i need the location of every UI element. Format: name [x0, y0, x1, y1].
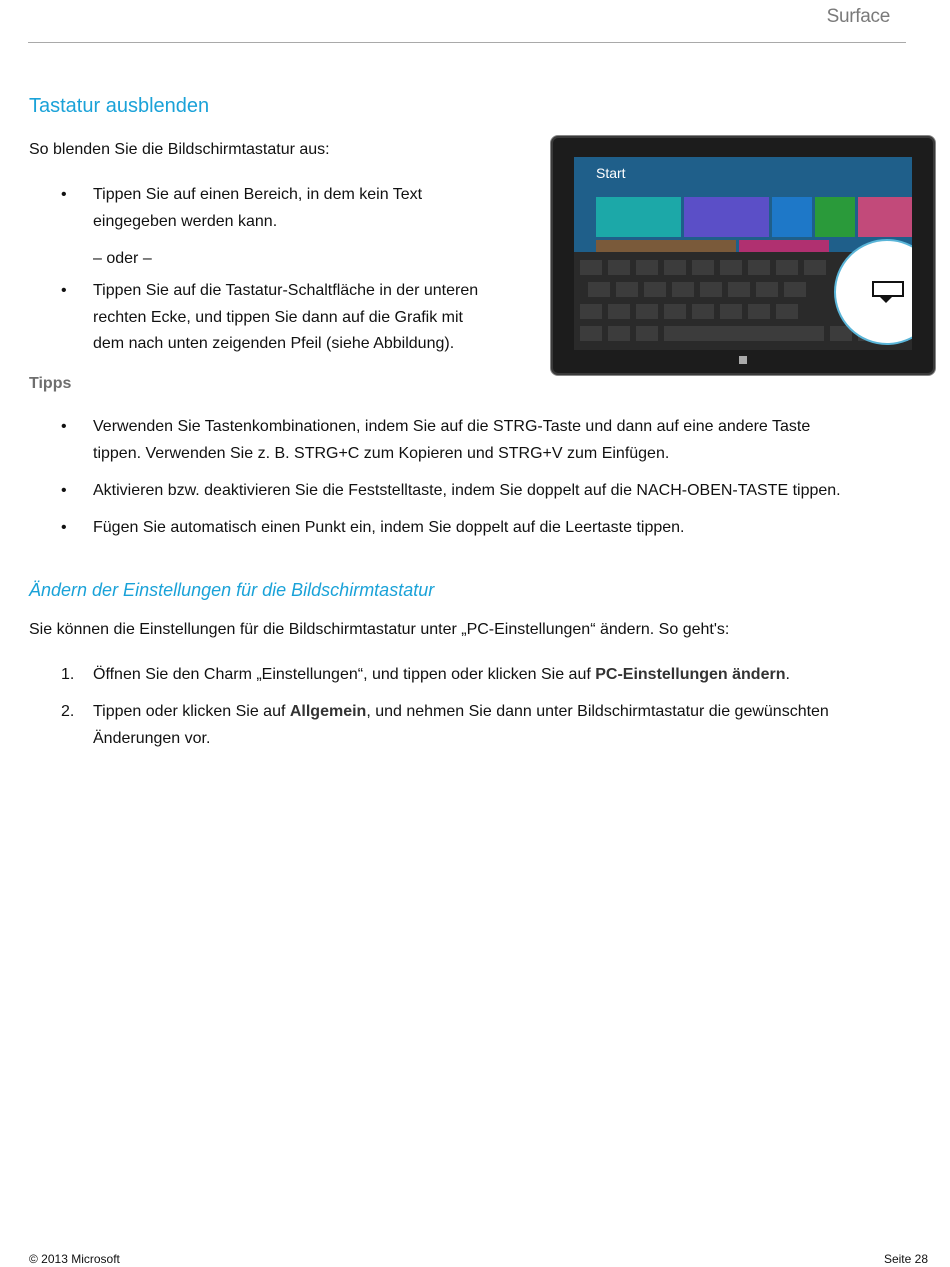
keyboard-key	[804, 260, 826, 275]
start-tile	[596, 197, 681, 237]
keyboard-key	[756, 282, 778, 297]
list-item	[61, 278, 533, 358]
list-item-line: rechten Ecke, und tippen Sie dann auf die Grafik mit	[93, 308, 463, 326]
windows-logo-icon	[739, 356, 747, 364]
keyboard-key	[580, 304, 602, 319]
list-item-line: Verwenden Sie Tastenkombinationen, indem Sie auf die STRG-Taste und dann auf eine andere Taste	[93, 418, 811, 435]
step-text: Öffnen Sie den Charm „Einstellungen“, und tippen oder klicken Sie auf	[93, 666, 596, 683]
start-tile	[815, 197, 855, 237]
keyboard-key	[720, 260, 742, 275]
arrow-down-icon	[880, 297, 892, 303]
list-item-line: Tippen Sie auf die Tastatur-Schaltfläche in der unteren	[93, 282, 479, 299]
section-intro: So blenden Sie die Bildschirmtastatur aus:	[29, 141, 330, 158]
keyboard-key	[700, 282, 722, 297]
keyboard-key	[748, 260, 770, 275]
bullet-marker: •	[61, 519, 67, 536]
list-item-line: Fügen Sie automatisch einen Punkt ein, indem Sie doppelt auf die Leertaste tippen.	[93, 519, 685, 536]
bullet-marker: •	[61, 482, 67, 499]
keyboard-spacebar	[664, 326, 824, 341]
keyboard-key	[616, 282, 638, 297]
keyboard-key	[720, 304, 742, 319]
list-item-line: Tippen Sie auf einen Bereich, in dem kein Text	[93, 186, 423, 203]
step-text: Tippen oder klicken Sie auf	[93, 703, 290, 720]
keyboard-key	[608, 304, 630, 319]
keyboard-key	[608, 260, 630, 275]
bullet-marker: •	[61, 282, 67, 299]
start-tile	[684, 197, 769, 237]
keyboard-key	[692, 260, 714, 275]
step-number: 2.	[61, 703, 75, 720]
keyboard-key	[748, 304, 770, 319]
tips-heading: Tipps	[29, 375, 72, 392]
list-item-line	[93, 662, 913, 689]
list-item-line: dem nach unten zeigenden Pfeil (siehe Abbildung).	[93, 335, 455, 352]
keyboard-key	[728, 282, 750, 297]
keyboard-key	[588, 282, 610, 297]
step-text: , und nehmen Sie dann unter Bildschirmtastatur die gewünschten	[366, 703, 829, 720]
list-item	[61, 414, 913, 467]
keyboard-key	[776, 260, 798, 275]
list-item-line	[93, 699, 913, 726]
section-title-hide-keyboard: Tastatur ausblenden	[29, 95, 210, 117]
list-item	[61, 662, 913, 689]
keyboard-key	[776, 304, 798, 319]
keyboard-key	[608, 326, 630, 341]
step-bold-text: Allgemein	[289, 703, 367, 720]
list-item-line: eingegeben werden kann.	[93, 212, 278, 230]
keyboard-key	[672, 282, 694, 297]
start-tile	[858, 197, 912, 237]
list-item	[61, 182, 533, 235]
start-tile	[772, 197, 812, 237]
brand-logo-text: Surface	[826, 6, 890, 27]
keyboard-key	[784, 282, 806, 297]
list-item	[61, 478, 913, 505]
header-divider	[28, 42, 906, 43]
section-title-keyboard-settings: Ändern der Einstellungen für die Bildschirmtastatur	[29, 580, 435, 600]
keyboard-key	[692, 304, 714, 319]
section-intro: Sie können die Einstellungen für die Bildschirmtastatur unter „PC-Einstellungen“ ändern. So geht's:	[29, 621, 730, 638]
footer-copyright: © 2013 Microsoft	[29, 1252, 120, 1266]
keyboard-key	[636, 304, 658, 319]
bullet-marker: •	[61, 186, 67, 203]
keyboard-key	[664, 304, 686, 319]
step-bold-text: PC-Einstellungen ändern	[595, 666, 786, 683]
keyboard-key	[636, 326, 658, 341]
keyboard-key	[644, 282, 666, 297]
keyboard-key	[664, 260, 686, 275]
step-text: .	[785, 666, 790, 683]
list-item-line: tippen. Verwenden Sie z. B. STRG+C zum Kopieren und STRG+V zum Einfügen.	[93, 444, 670, 462]
keyboard-key	[580, 260, 602, 275]
or-separator: – oder –	[93, 250, 152, 267]
bullet-marker: •	[61, 418, 67, 435]
list-item-line: Aktivieren bzw. deaktivieren Sie die Feststelltaste, indem Sie doppelt auf die NACH-OBEN-TASTE tippen.	[93, 482, 841, 499]
start-tile	[596, 240, 736, 252]
footer-page-number: Seite 28	[883, 1252, 928, 1266]
list-item-line: Änderungen vor.	[93, 729, 211, 747]
tablet-screen	[574, 157, 912, 350]
keyboard-icon	[872, 281, 904, 297]
step-number: 1.	[61, 666, 75, 683]
start-screen-label: Start	[596, 165, 626, 181]
tablet-illustration	[550, 135, 936, 376]
list-item	[61, 699, 913, 752]
list-item	[61, 515, 913, 542]
keyboard-key	[580, 326, 602, 341]
keyboard-key	[636, 260, 658, 275]
start-tile	[739, 240, 829, 252]
